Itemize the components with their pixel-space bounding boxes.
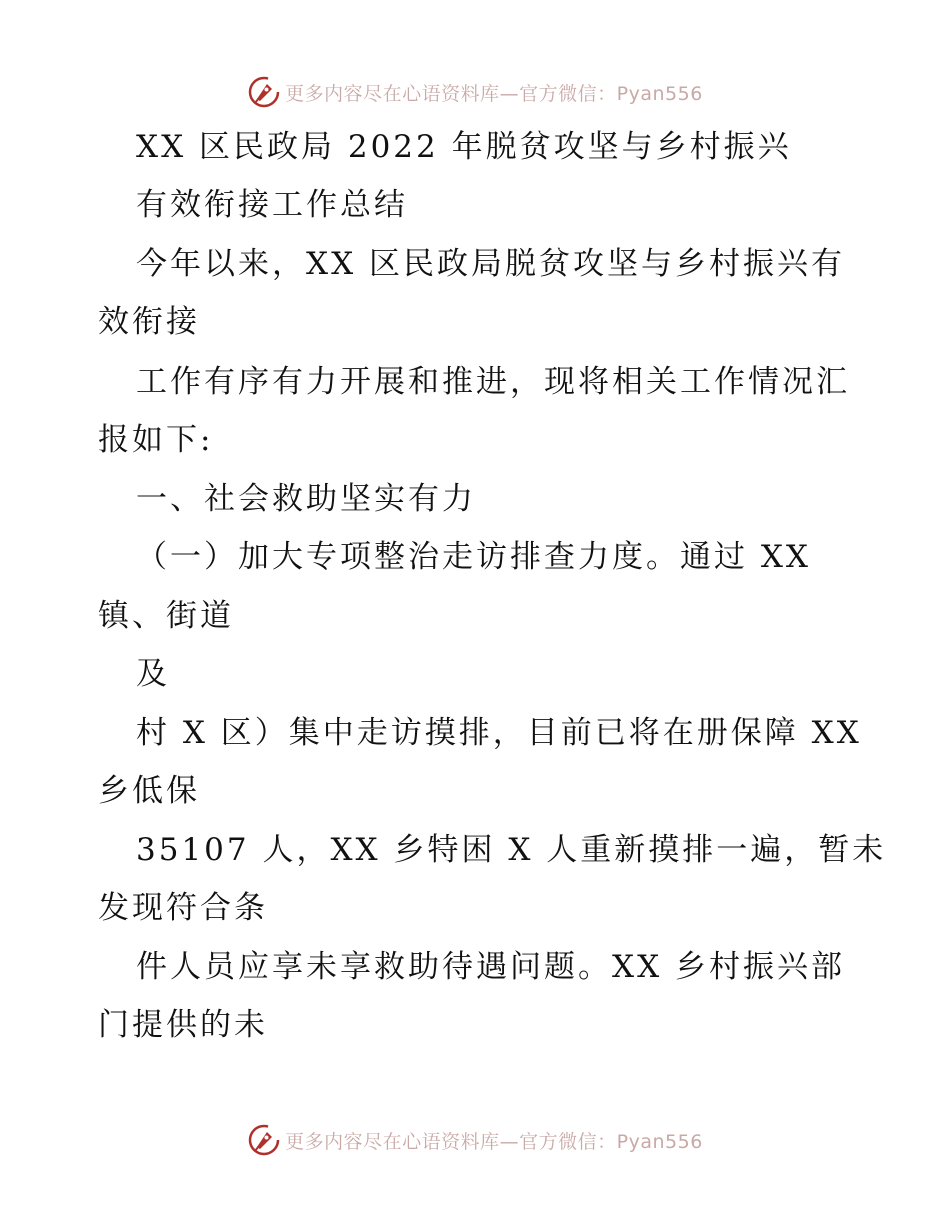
paragraph-line: 镇、街道 — [98, 598, 234, 634]
paragraph-line: 门提供的未 — [98, 1007, 268, 1043]
paragraph-line: 乡低保 — [98, 773, 200, 809]
paragraph-line: （一）加大专项整治走访排查力度。通过 XX — [136, 539, 811, 575]
paragraph-line: 及 — [136, 656, 170, 692]
watermark-text: 更多内容尽在心语资料库—官方微信：Pyan556 — [285, 82, 703, 105]
paragraph-line: 报如下: — [98, 422, 214, 458]
paragraph-line: 今年以来，XX 区民政局脱贫攻坚与乡村振兴有 — [136, 246, 845, 282]
paragraph-line: 发现符合条 — [98, 890, 268, 926]
title-line-1: XX 区民政局 2022 年脱贫攻坚与乡村振兴 — [136, 129, 792, 165]
watermark-banner-bottom — [0, 1120, 950, 1160]
paragraph-line: 效衔接 — [98, 304, 200, 340]
paragraph-line: 35107 人，XX 乡特困 X 人重新摸排一遍，暂未 — [136, 832, 887, 868]
watermark-text: 更多内容尽在心语资料库—官方微信：Pyan556 — [285, 1130, 703, 1153]
title-line-2: 有效衔接工作总结 — [136, 187, 408, 223]
paragraph-line: 村 X 区）集中走访摸排，目前已将在册保障 XX — [136, 715, 862, 751]
pen-nib-logo-icon — [247, 1123, 281, 1157]
section-heading: 一、社会救助坚实有力 — [136, 481, 476, 517]
paragraph-line: 件人员应享未享救助待遇问题。XX 乡村振兴部 — [136, 949, 845, 985]
paragraph-line: 工作有序有力开展和推进，现将相关工作情况汇 — [136, 364, 850, 400]
